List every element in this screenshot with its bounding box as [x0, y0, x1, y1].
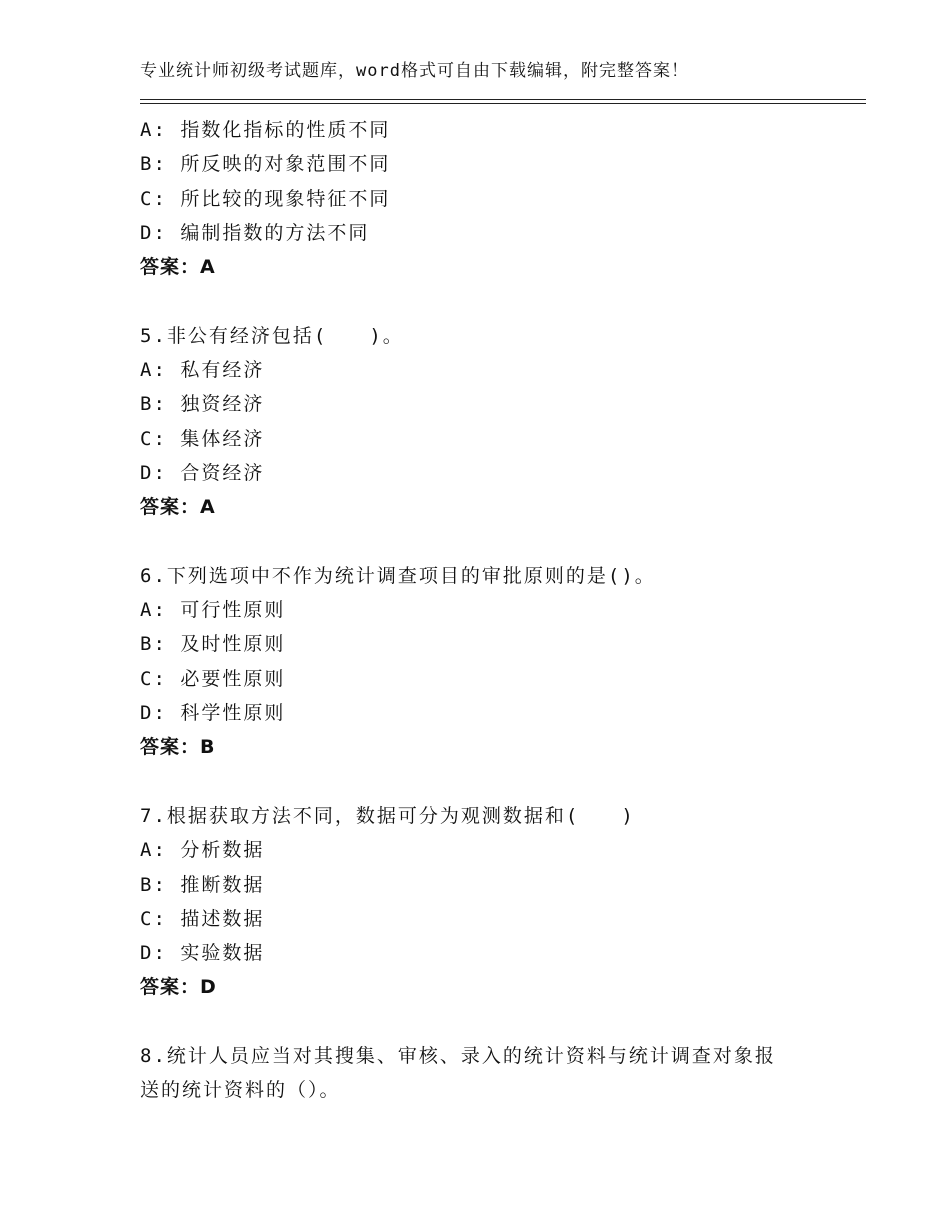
option-d: D: 合资经济 [140, 461, 265, 484]
header-rule-top [140, 99, 866, 100]
spacer [140, 765, 866, 799]
option-b: B: 独资经济 [140, 393, 265, 416]
option-a: A: 可行性原则 [140, 599, 286, 622]
answer-label: 答案：D [140, 976, 217, 999]
option-c: C: 所比较的现象特征不同 [140, 187, 391, 210]
option-d: D: 编制指数的方法不同 [140, 221, 370, 244]
option-a: A: 私有经济 [140, 359, 265, 382]
option-a: A: 指数化指标的性质不同 [140, 119, 391, 141]
option-b: B: 推断数据 [140, 873, 265, 896]
spacer [140, 525, 866, 559]
question-list [140, 113, 866, 1108]
spacer [140, 284, 866, 318]
question-stem: 6.下列选项中不作为统计调查项目的审批原则的是()。 [140, 564, 656, 587]
page-header: 专业统计师初级考试题库，word格式可自由下载编辑，附完整答案！ [140, 61, 689, 81]
answer-label: 答案：B [140, 736, 216, 759]
option-d: D: 科学性原则 [140, 702, 286, 725]
header-rule-bottom [140, 103, 866, 104]
answer-label: 答案：A [140, 496, 216, 519]
option-c: C: 集体经济 [140, 427, 265, 450]
option-c: C: 描述数据 [140, 907, 265, 930]
option-d: D: 实验数据 [140, 942, 265, 965]
option-a: A: 分析数据 [140, 839, 265, 862]
spacer [140, 1005, 866, 1039]
question-stem-line-2: 送的统计资料的（）。 [140, 1079, 341, 1102]
question-stem-line-1: 8.统计人员应当对其搜集、审核、录入的统计资料与统计调查对象报 [140, 1045, 776, 1068]
option-c: C: 必要性原则 [140, 667, 286, 690]
option-b: B: 及时性原则 [140, 633, 286, 656]
question-stem: 7.根据获取方法不同，数据可分为观测数据和( ) [140, 804, 635, 827]
option-b: B: 所反映的对象范围不同 [140, 153, 391, 176]
answer-label: 答案：A [140, 256, 216, 279]
question-stem: 5.非公有经济包括( )。 [140, 324, 404, 347]
